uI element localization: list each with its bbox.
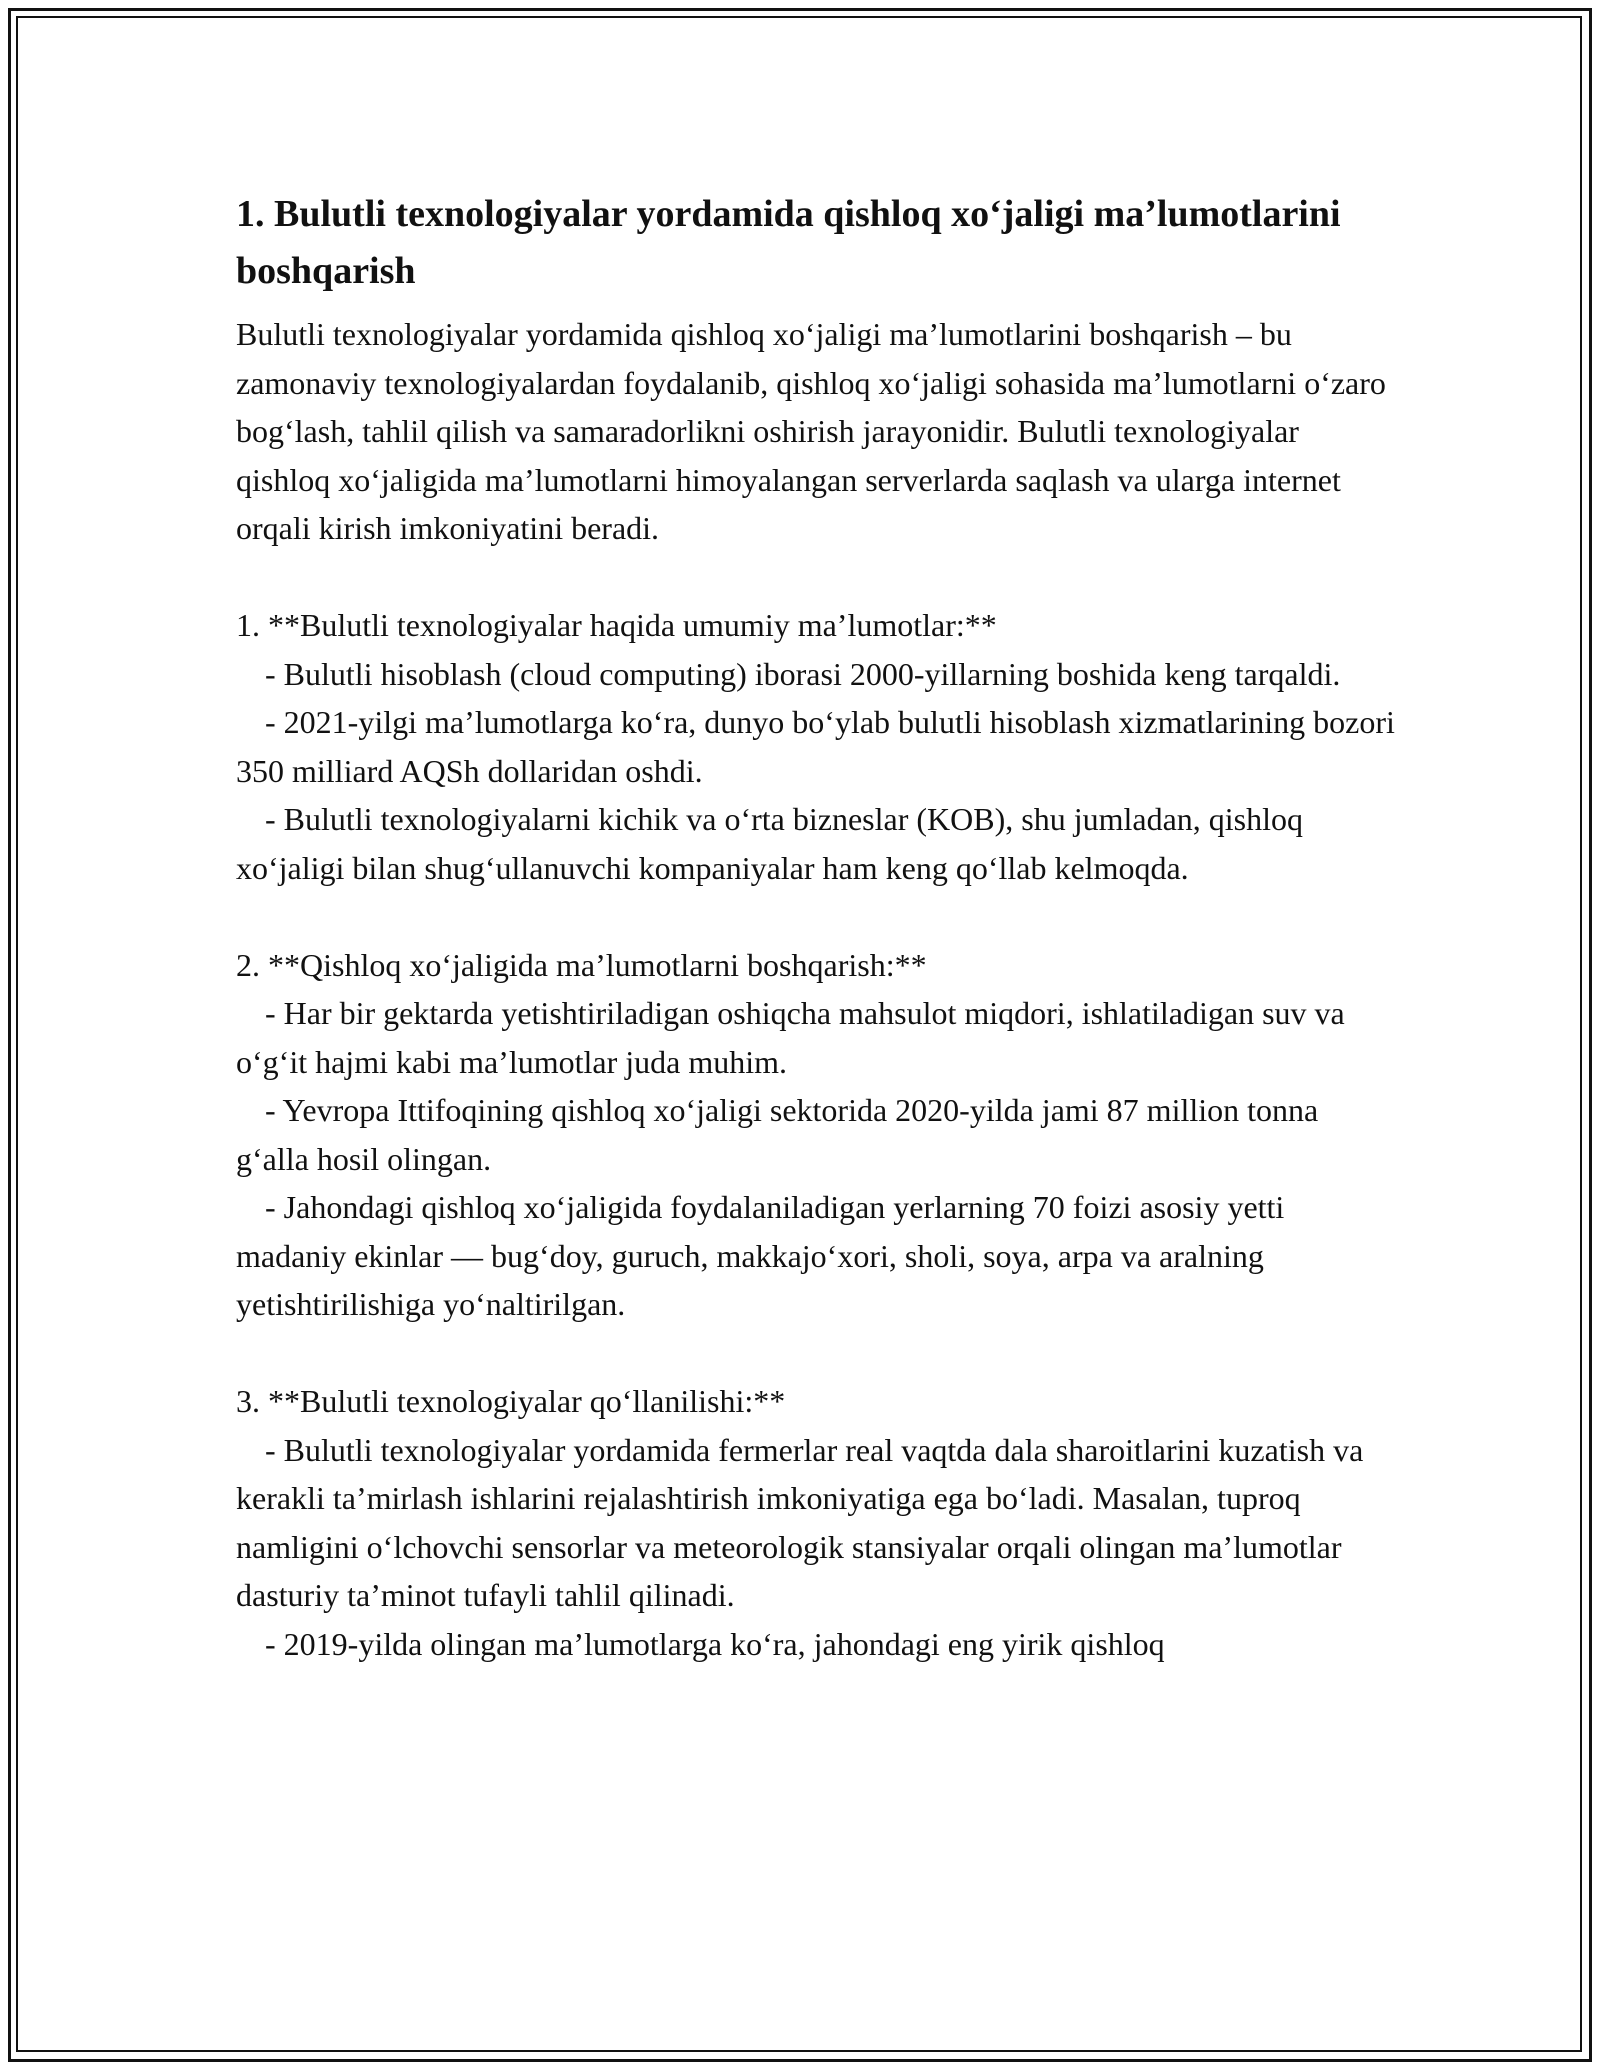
section-heading: 1. **Bulutli texnologiyalar haqida umumiy ma’lumotlar:** <box>236 607 997 643</box>
list-item: - Har bir gektarda yetishtiriladigan oshiqcha mahsulot miqdori, ishlatiladigan suv va o‘g‘it hajmi kabi ma’lumotlar juda muhim. <box>236 995 1345 1080</box>
intro-paragraph: Bulutli texnologiyalar yordamida qishloq xo‘jaligi ma’lumotlarini boshqarish – bu zamonaviy texnologiyalardan foydalanib, qishloq xo‘jaligi sohasida ma’lumotlarni o‘zaro bog‘lash, tahlil qilish va samaradorlikni oshirish jarayonidir. Bulutli texnologiyalar qishloq xo‘jaligida ma’lumotlarni himoyalangan serverlarda saqlash va ularga internet orqali kirish imkoniyatini beradi. <box>236 316 1386 546</box>
spacer <box>236 892 1396 941</box>
list-item: - 2021-yilgi ma’lumotlarga ko‘ra, dunyo bo‘ylab bulutli hisoblash xizmatlarining bozori 350 milliard AQSh dollaridan oshdi. <box>236 704 1395 789</box>
list-item: - 2019-yilda olingan ma’lumotlarga ko‘ra, jahondagi eng yirik qishloq <box>265 1625 1165 1662</box>
list-item: - Bulutli texnologiyalar yordamida fermerlar real vaqtda dala sharoitlarini kuzatish va kerakli ta’mirlash ishlarini rejalashtirish imkoniyatiga ega bo‘ladi. Masalan, tuproq namligini o‘lchovchi sensorlar va meteorologik stansiyalar orqali olingan ma’lumotlar dasturiy ta’minot tufayli tahlil qilinadi. <box>236 1431 1364 1613</box>
section-heading: 3. **Bulutli texnologiyalar qo‘llanilishi:** <box>236 1383 786 1419</box>
document-title: 1. Bulutli texnologiyalar yordamida qishloq xo‘jaligi ma’lumotlarini boshqarish <box>236 193 1341 292</box>
spacer <box>236 553 1396 602</box>
section-3 <box>236 1377 1396 1668</box>
list-item: - Bulutli hisoblash (cloud computing) iborasi 2000-yillarning boshida keng tarqaldi. <box>265 655 1341 692</box>
section-heading: 2. **Qishloq xo‘jaligida ma’lumotlarni boshqarish:** <box>236 946 927 983</box>
list-item: - Jahondagi qishloq xo‘jaligida foydalaniladigan yerlarning 70 foizi asosiy yetti madaniy ekinlar — bug‘doy, guruch, makkajo‘xori, sholi, soya, arpa va aralning yetishtirilishiga yo‘naltirilgan. <box>236 1189 1285 1322</box>
document-body <box>236 186 1396 1668</box>
section-2 <box>236 941 1396 1329</box>
spacer <box>236 1329 1396 1378</box>
section-1 <box>236 601 1396 892</box>
list-item: - Bulutli texnologiyalarni kichik va o‘rta bizneslar (KOB), shu jumladan, qishloq xo‘jaligi bilan shug‘ullanuvchi kompaniyalar ham keng qo‘llab kelmoqda. <box>236 801 1304 886</box>
list-item: - Yevropa Ittifoqining qishloq xo‘jaligi sektorida 2020-yilda jami 87 million tonna g‘alla hosil olingan. <box>236 1092 1319 1177</box>
